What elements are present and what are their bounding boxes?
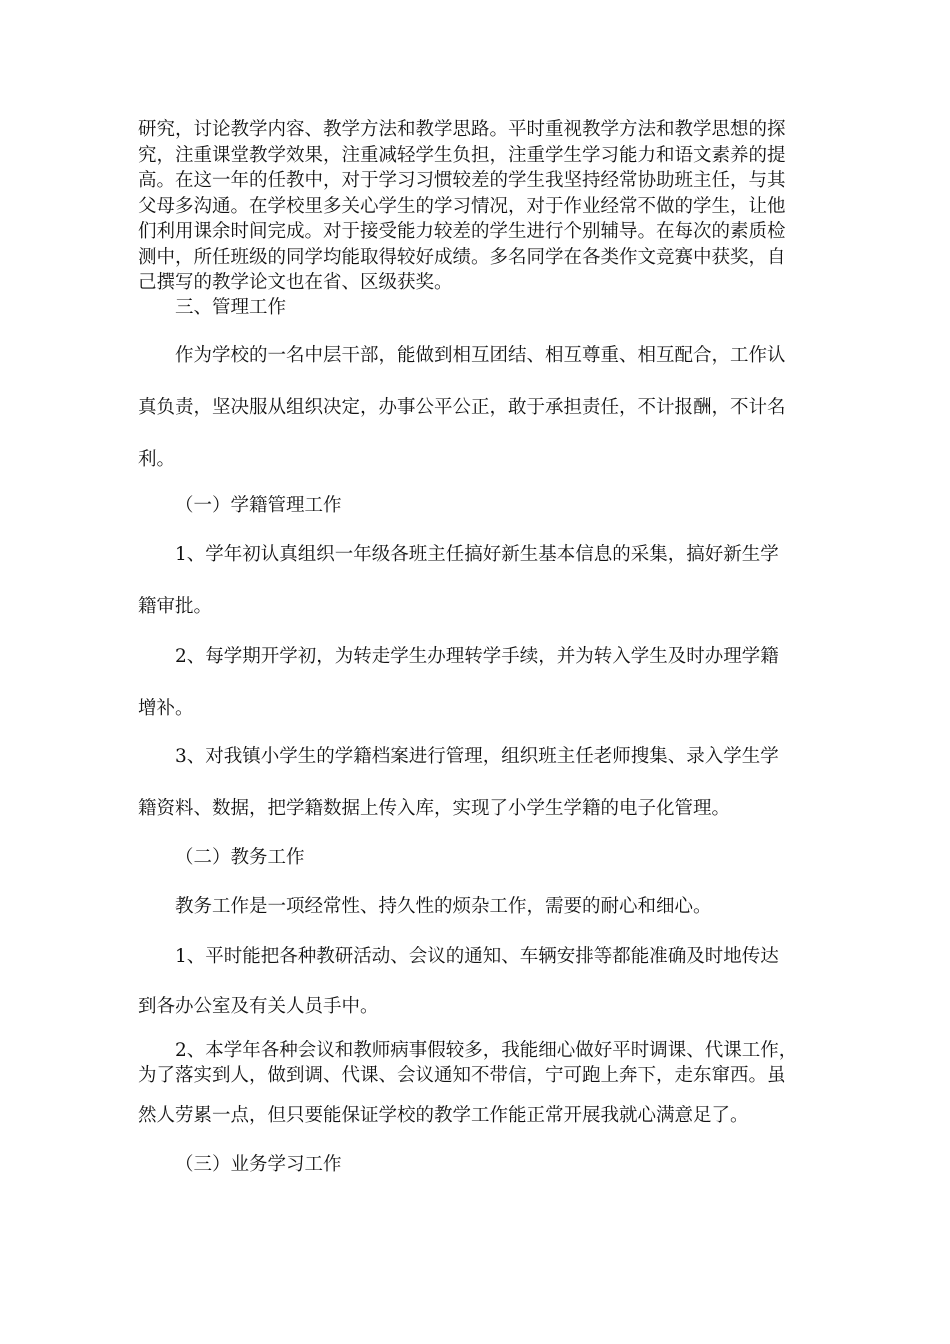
text-line: 高。在这一年的任教中，对于学习习惯较差的学生我坚持经常协助班主任，与其 <box>138 170 786 191</box>
text-line: 1、平时能把各种教研活动、会议的通知、车辆安排等都能准确及时地传达 <box>175 946 779 967</box>
text-line: 父母多沟通。在学校里多关心学生的学习情况，对于作业经常不做的学生，让他 <box>138 195 786 217</box>
text-line: 己撰写的教学论文也在省、区级获奖。 <box>138 272 453 293</box>
paragraph-status-2 <box>138 642 828 720</box>
heading-academic-affairs: （二）教务工作 <box>175 847 305 868</box>
text-line: 测中，所任班级的同学均能取得较好成绩。多名同学在各类作文竞赛中获奖，自 <box>138 246 786 268</box>
text-line: 3、对我镇小学生的学籍档案进行管理，组织班主任老师搜集、录入学生学 <box>175 746 779 767</box>
text-line: 究，注重课堂教学效果，注重减轻学生负担，注重学生学习能力和语文素养的提 <box>138 144 786 166</box>
text-line: 到各办公室及有关人员手中。 <box>138 996 379 1017</box>
paragraph-affairs-1 <box>138 942 828 1018</box>
text-line: 研究，讨论教学内容、教学方法和教学思路。平时重视教学方法和教学思想的探 <box>138 119 786 140</box>
paragraph-management <box>138 338 828 478</box>
text-line: 2、每学期开学初，为转走学生办理转学手续，并为转入学生及时办理学籍 <box>175 646 779 667</box>
heading-professional-study: （三）业务学习工作 <box>175 1154 342 1175</box>
text-line: 作为学校的一名中层干部，能做到相互团结、相互尊重、相互配合，工作认 <box>175 345 786 366</box>
text-line: 2、本学年各种会议和教师病事假较多，我能细心做好平时调课、代课工作， <box>175 1040 798 1061</box>
text-line: 为了落实到人，做到调、代课、会议通知不带信，宁可跑上奔下，走东窜西。虽 <box>138 1065 786 1086</box>
paragraph-status-3 <box>138 742 828 820</box>
text-line: 籍资料、数据，把学籍数据上传入库，实现了小学生学籍的电子化管理。 <box>138 798 731 819</box>
text-line: 真负责，坚决服从组织决定，办事公平公正，敢于承担责任，不计报酬，不计名 <box>138 397 786 418</box>
text-line: 利。 <box>138 449 176 470</box>
paragraph-affairs-intro: 教务工作是一项经常性、持久性的烦杂工作，需要的耐心和细心。 <box>175 896 712 917</box>
text-line: 1、学年初认真组织一年级各班主任搞好新生基本信息的采集，搞好新生学 <box>175 544 779 565</box>
text-line: 籍审批。 <box>138 596 213 617</box>
paragraph-affairs-2 <box>138 1036 828 1127</box>
heading-management: 三、管理工作 <box>175 297 287 318</box>
paragraph-teaching <box>138 117 828 296</box>
heading-student-status: （一）学籍管理工作 <box>175 495 342 516</box>
text-line: 们利用课余时间完成。对于接受能力较差的学生进行个别辅导。在每次的素质检 <box>138 221 786 242</box>
text-line: 增补。 <box>138 698 194 719</box>
text-line: 然人劳累一点，但只要能保证学校的教学工作能正常开展我就心满意足了。 <box>138 1105 749 1126</box>
paragraph-status-1 <box>138 540 828 618</box>
